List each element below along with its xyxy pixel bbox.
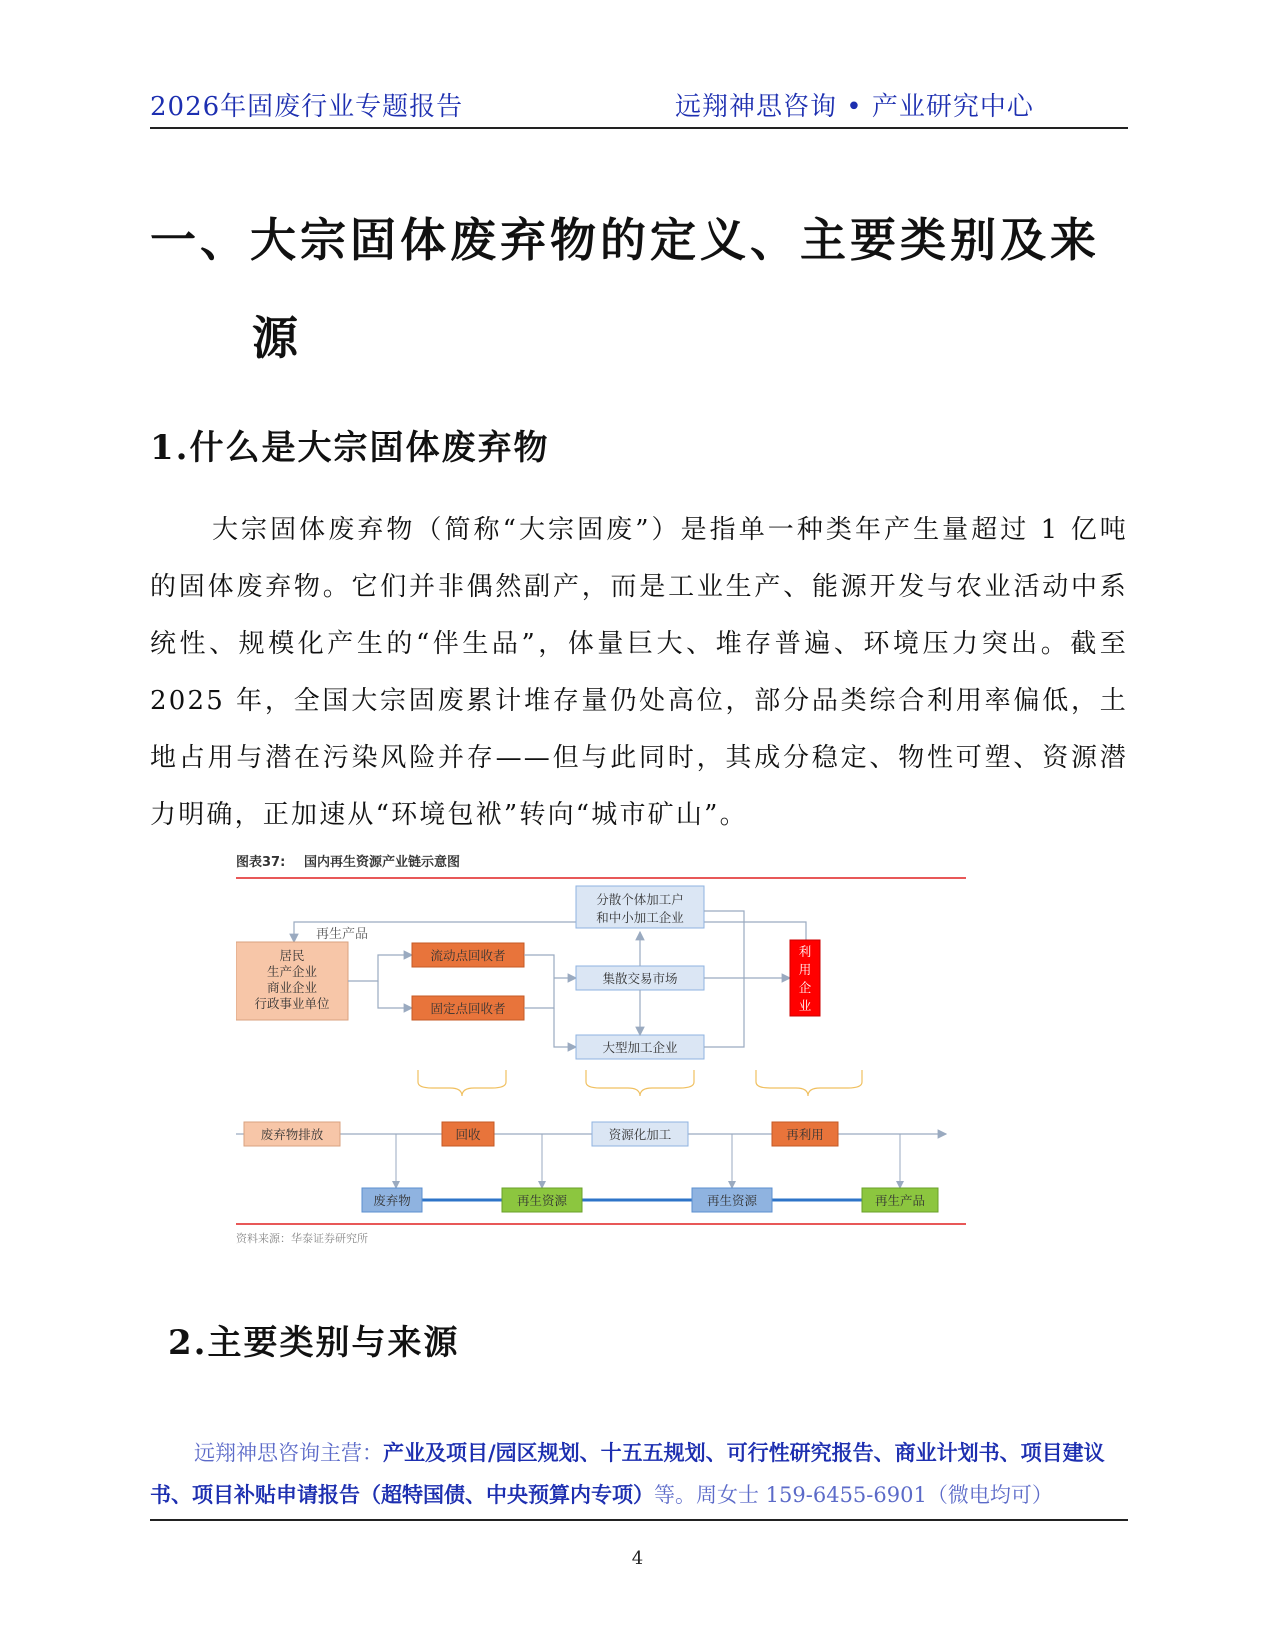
arrow-to-mobile bbox=[348, 955, 412, 981]
paragraph-text: 大宗固体废弃物（简称“大宗固废”）是指单一种类年产生量超过 1 亿吨的固体废弃物。它们并非偶然副产，而是工业生产、能源开发与农业活动中系统性、规模化产生的“伴生品”，体量巨大、堆存普遍、环境压力突出。截至 2025 年，全国大宗固废累计堆存量仍处高位，部分品类综合利用率偏低，土地占用与潜在污染风险并存——但与此同时，其成分稳定、物性可塑、资源潜力明确，正加速从“环境包袱”转向“城市矿山”。 bbox=[150, 515, 1128, 830]
bottom-resource-label-1: 再生资源 bbox=[516, 1193, 568, 1208]
large-processor-label: 大型加工企业 bbox=[602, 1040, 678, 1055]
source-line-1: 居民 bbox=[279, 948, 305, 963]
footer-ad bbox=[150, 1432, 1128, 1516]
user-char-4: 业 bbox=[798, 998, 812, 1013]
bottom-product-label: 再生产品 bbox=[874, 1193, 926, 1208]
footer-services: 产业及项目/园区规划、十五五规划、可行性研究报告、商业计划书、项目建议书、项目补贴申请报告（超特国债、中央预算内专项） bbox=[150, 1440, 1105, 1507]
user-char-1: 利 bbox=[798, 944, 812, 959]
bottom-resource-label-2: 再生资源 bbox=[706, 1193, 758, 1208]
header-divider bbox=[150, 127, 1128, 129]
collector-merge bbox=[524, 955, 554, 1008]
scattered-line-2: 和中小加工企业 bbox=[596, 910, 684, 925]
brace-process bbox=[586, 1070, 694, 1096]
report-title: 2026年固废行业专题报告 bbox=[150, 92, 464, 122]
flow-collect-label: 回收 bbox=[455, 1127, 481, 1142]
middle-merge bbox=[704, 911, 744, 1047]
subsection-title-2: 2.主要类别与来源 bbox=[168, 1323, 460, 1363]
brace-collect bbox=[418, 1070, 506, 1096]
source-line-2: 生产企业 bbox=[266, 964, 318, 979]
user-char-2: 用 bbox=[798, 962, 812, 977]
scattered-line-1: 分散个体加工户 bbox=[596, 892, 684, 907]
figure-source-note: 资料来源：华泰证券研究所 bbox=[236, 1232, 368, 1245]
flow-reuse-label: 再利用 bbox=[786, 1127, 824, 1142]
figure-label: 图表37: bbox=[236, 855, 286, 870]
brace-reuse bbox=[756, 1070, 862, 1096]
figure-title: 国内再生资源产业链示意图 bbox=[304, 855, 461, 870]
body-paragraph bbox=[150, 502, 1128, 844]
user-char-3: 企 bbox=[798, 980, 812, 995]
mobile-collector-label: 流动点回收者 bbox=[430, 948, 506, 963]
fixed-collector-label: 固定点回收者 bbox=[430, 1001, 506, 1016]
footer-divider bbox=[150, 1519, 1128, 1521]
footer-contact: 等。周女士 159-6455-6901（微电均可） bbox=[654, 1483, 1053, 1507]
feedback-arrow bbox=[294, 922, 806, 997]
source-line-3: 商业企业 bbox=[266, 980, 318, 995]
footer-lead: 远翔神思咨询主营： bbox=[194, 1441, 383, 1465]
recycled-products-label: 再生产品 bbox=[316, 927, 369, 942]
section-title-continued: 源 bbox=[252, 311, 298, 365]
flow-process-label: 资源化加工 bbox=[608, 1127, 672, 1142]
arrow-to-fixed bbox=[378, 981, 412, 1008]
page-number: 4 bbox=[631, 1548, 644, 1569]
bottom-waste-label: 废弃物 bbox=[373, 1193, 411, 1208]
arrow-to-large bbox=[554, 1008, 576, 1047]
market-label: 集散交易市场 bbox=[602, 971, 678, 986]
source-line-4: 行政事业单位 bbox=[254, 996, 330, 1011]
flow-discharge-label: 废弃物排放 bbox=[260, 1127, 324, 1142]
industry-chain-diagram bbox=[236, 852, 1028, 1280]
subsection-title-1: 1.什么是大宗固体废弃物 bbox=[150, 428, 550, 468]
publisher-name: 远翔神思咨询 • 产业研究中心 bbox=[675, 92, 1034, 122]
section-title: 一、大宗固体废弃物的定义、主要类别及来 bbox=[150, 213, 1100, 267]
